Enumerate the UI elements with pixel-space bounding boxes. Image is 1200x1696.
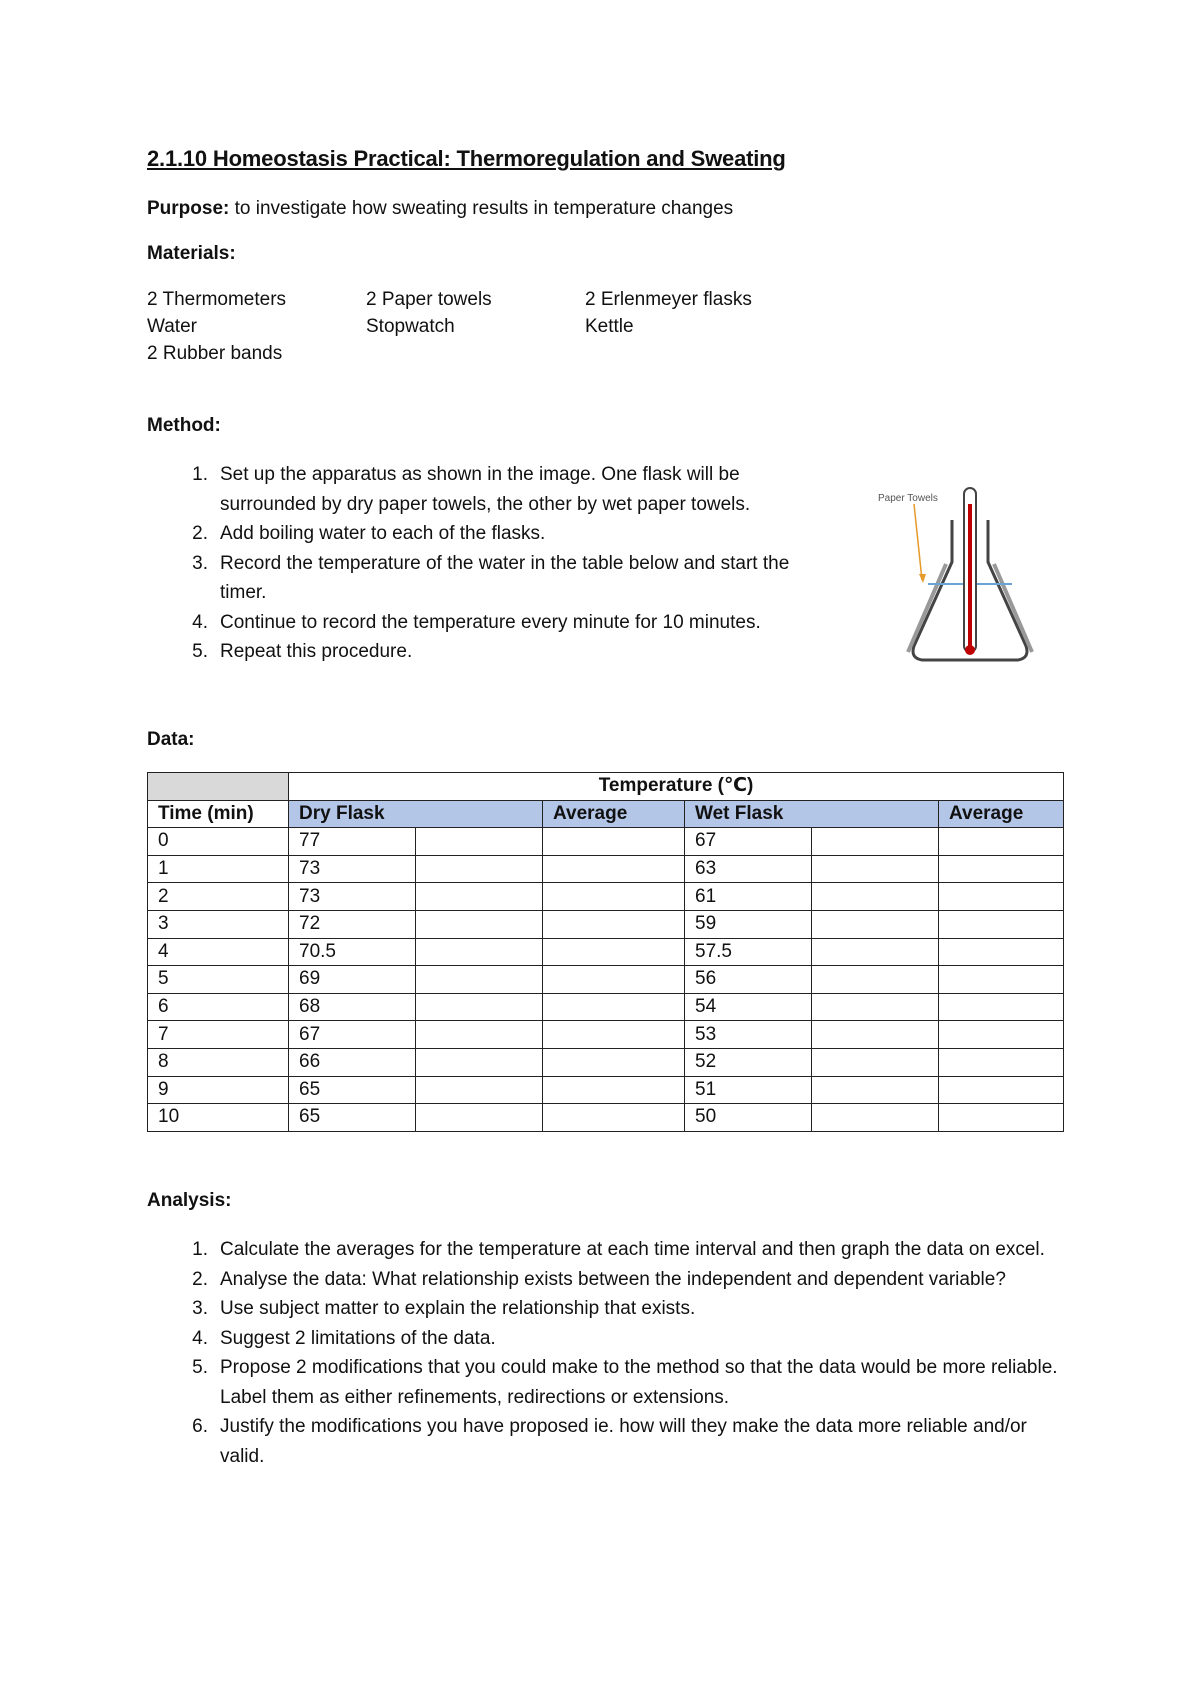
dry-flask-column-header: Dry Flask — [289, 800, 543, 828]
apparatus-figure — [870, 470, 1050, 680]
table-cell: 50 — [685, 1104, 812, 1132]
paper-towels-label: Paper Towels — [878, 493, 938, 504]
material-item: Water — [147, 316, 197, 337]
table-cell — [416, 855, 543, 883]
table-cell: 8 — [148, 1048, 289, 1076]
table-cell — [939, 828, 1064, 856]
table-row — [148, 1021, 1064, 1049]
label-arrow — [914, 504, 922, 580]
table-cell — [939, 1021, 1064, 1049]
table-cell — [939, 883, 1064, 911]
material-item: 2 Thermometers — [147, 289, 287, 310]
table-cell — [812, 938, 939, 966]
table-cell: 65 — [289, 1104, 416, 1132]
table-cell: 51 — [685, 1076, 812, 1104]
purpose-line — [147, 198, 733, 220]
table-cell — [812, 828, 939, 856]
analysis-step: 3. Use subject matter to explain the relationship that exists. — [192, 1298, 696, 1319]
table-column-header-row — [148, 800, 1064, 828]
thermometer-bulb — [965, 645, 975, 655]
material-item: 2 Rubber bands — [147, 343, 283, 364]
table-cell: 6 — [148, 993, 289, 1021]
table-cell — [543, 1048, 685, 1076]
table-cell — [543, 1021, 685, 1049]
analysis-heading: Analysis: — [147, 1190, 232, 1211]
table-row — [148, 1076, 1064, 1104]
label-arrow-head — [919, 574, 926, 583]
table-cell — [543, 828, 685, 856]
purpose-label: Purpose: — [147, 198, 230, 219]
purpose-text: to investigate how sweating results in temperature changes — [234, 198, 734, 219]
dry-average-column-header: Average — [543, 800, 685, 828]
table-cell — [416, 1048, 543, 1076]
table-cell: 72 — [289, 910, 416, 938]
table-cell — [812, 993, 939, 1021]
table-cell — [543, 855, 685, 883]
table-cell — [416, 993, 543, 1021]
table-cell: 7 — [148, 1021, 289, 1049]
table-cell — [416, 938, 543, 966]
table-cell — [812, 1021, 939, 1049]
table-cell — [939, 993, 1064, 1021]
right-towel — [994, 564, 1032, 652]
method-step: 1. Set up the apparatus as shown in the image. One flask will be surrounded by dry paper towels, the other by wet paper towels. — [192, 464, 751, 515]
table-cell — [416, 966, 543, 994]
table-group-header-row — [148, 773, 1064, 801]
table-row — [148, 910, 1064, 938]
table-cell: 66 — [289, 1048, 416, 1076]
table-cell — [812, 910, 939, 938]
table-cell: 73 — [289, 855, 416, 883]
analysis-step: 2. Analyse the data: What relationship exists between the independent and dependent variable? — [192, 1268, 1006, 1290]
table-cell: 56 — [685, 966, 812, 994]
analysis-step: 1. Calculate the averages for the temperature at each time interval and then graph the data on excel. — [192, 1239, 1045, 1260]
table-cell — [939, 1048, 1064, 1076]
table-cell — [812, 966, 939, 994]
table-cell — [939, 966, 1064, 994]
table-row — [148, 993, 1064, 1021]
table-cell — [939, 938, 1064, 966]
table-cell — [416, 828, 543, 856]
table-cell — [939, 1076, 1064, 1104]
method-step: 3. Record the temperature of the water in the table below and start the timer. — [192, 552, 790, 603]
wet-average-column-header: Average — [939, 800, 1064, 828]
table-cell — [812, 1104, 939, 1132]
method-step: 4. Continue to record the temperature every minute for 10 minutes. — [192, 611, 761, 633]
table-cell — [543, 966, 685, 994]
table-cell: 0 — [148, 828, 289, 856]
table-row — [148, 1104, 1064, 1132]
table-cell: 63 — [685, 855, 812, 883]
method-step: 2. Add boiling water to each of the flasks. — [192, 523, 546, 544]
table-cell: 5 — [148, 966, 289, 994]
table-cell: 54 — [685, 993, 812, 1021]
table-cell: 10 — [148, 1104, 289, 1132]
material-item: Stopwatch — [366, 316, 455, 337]
table-cell: 67 — [289, 1021, 416, 1049]
table-cell: 9 — [148, 1076, 289, 1104]
table-cell — [543, 883, 685, 911]
data-heading: Data: — [147, 729, 195, 750]
material-item: Kettle — [585, 316, 634, 337]
table-cell — [416, 1104, 543, 1132]
table-cell — [416, 1076, 543, 1104]
table-cell: 73 — [289, 883, 416, 911]
temperature-table — [147, 772, 1064, 1132]
table-cell: 67 — [685, 828, 812, 856]
table-cell — [812, 1048, 939, 1076]
table-cell: 57.5 — [685, 938, 812, 966]
analysis-step: 4. Suggest 2 limitations of the data. — [192, 1327, 496, 1349]
table-cell — [543, 993, 685, 1021]
wet-flask-column-header: Wet Flask — [685, 800, 939, 828]
table-cell: 77 — [289, 828, 416, 856]
table-body — [148, 828, 1064, 1132]
table-row — [148, 855, 1064, 883]
table-row — [148, 828, 1064, 856]
time-column-header: Time (min) — [148, 800, 289, 828]
materials-list — [147, 289, 804, 364]
analysis-step: 6. Justify the modifications you have proposed ie. how will they make the data more reliable and/or valid. — [192, 1416, 1027, 1467]
material-item: 2 Erlenmeyer flasks — [585, 289, 752, 310]
table-cell — [812, 883, 939, 911]
analysis-step: 5. Propose 2 modifications that you could make to the method so that the data would be more reliable. Label them as either refinements, redirections or extensions. — [192, 1357, 1058, 1408]
table-cell: 52 — [685, 1048, 812, 1076]
method-step: 5. Repeat this procedure. — [192, 641, 413, 662]
method-heading: Method: — [147, 415, 221, 436]
table-row — [148, 938, 1064, 966]
analysis-steps — [147, 1235, 1067, 1471]
table-cell: 53 — [685, 1021, 812, 1049]
table-cell: 4 — [148, 938, 289, 966]
table-cell — [812, 1076, 939, 1104]
table-cell: 69 — [289, 966, 416, 994]
thermometer-mercury — [968, 504, 972, 650]
table-cell — [543, 1076, 685, 1104]
table-corner-cell — [148, 773, 289, 801]
material-item: 2 Paper towels — [366, 289, 492, 310]
table-cell: 3 — [148, 910, 289, 938]
table-row — [148, 1048, 1064, 1076]
table-cell — [939, 1104, 1064, 1132]
table-cell — [416, 910, 543, 938]
left-towel — [908, 564, 946, 652]
table-cell: 65 — [289, 1076, 416, 1104]
materials-heading: Materials: — [147, 243, 236, 264]
table-cell: 61 — [685, 883, 812, 911]
table-cell — [939, 910, 1064, 938]
method-steps — [147, 460, 827, 667]
table-cell: 1 — [148, 855, 289, 883]
temperature-header: Temperature (℃) — [289, 773, 1064, 801]
table-cell: 68 — [289, 993, 416, 1021]
table-cell — [543, 910, 685, 938]
table-cell — [416, 883, 543, 911]
table-row — [148, 966, 1064, 994]
table-cell: 70.5 — [289, 938, 416, 966]
table-cell: 2 — [148, 883, 289, 911]
table-cell — [939, 855, 1064, 883]
table-cell — [812, 855, 939, 883]
page-title: 2.1.10 Homeostasis Practical: Thermoregulation and Sweating — [147, 146, 786, 171]
table-cell — [543, 1104, 685, 1132]
table-row — [148, 883, 1064, 911]
table-cell: 59 — [685, 910, 812, 938]
table-cell — [543, 938, 685, 966]
table-cell — [416, 1021, 543, 1049]
